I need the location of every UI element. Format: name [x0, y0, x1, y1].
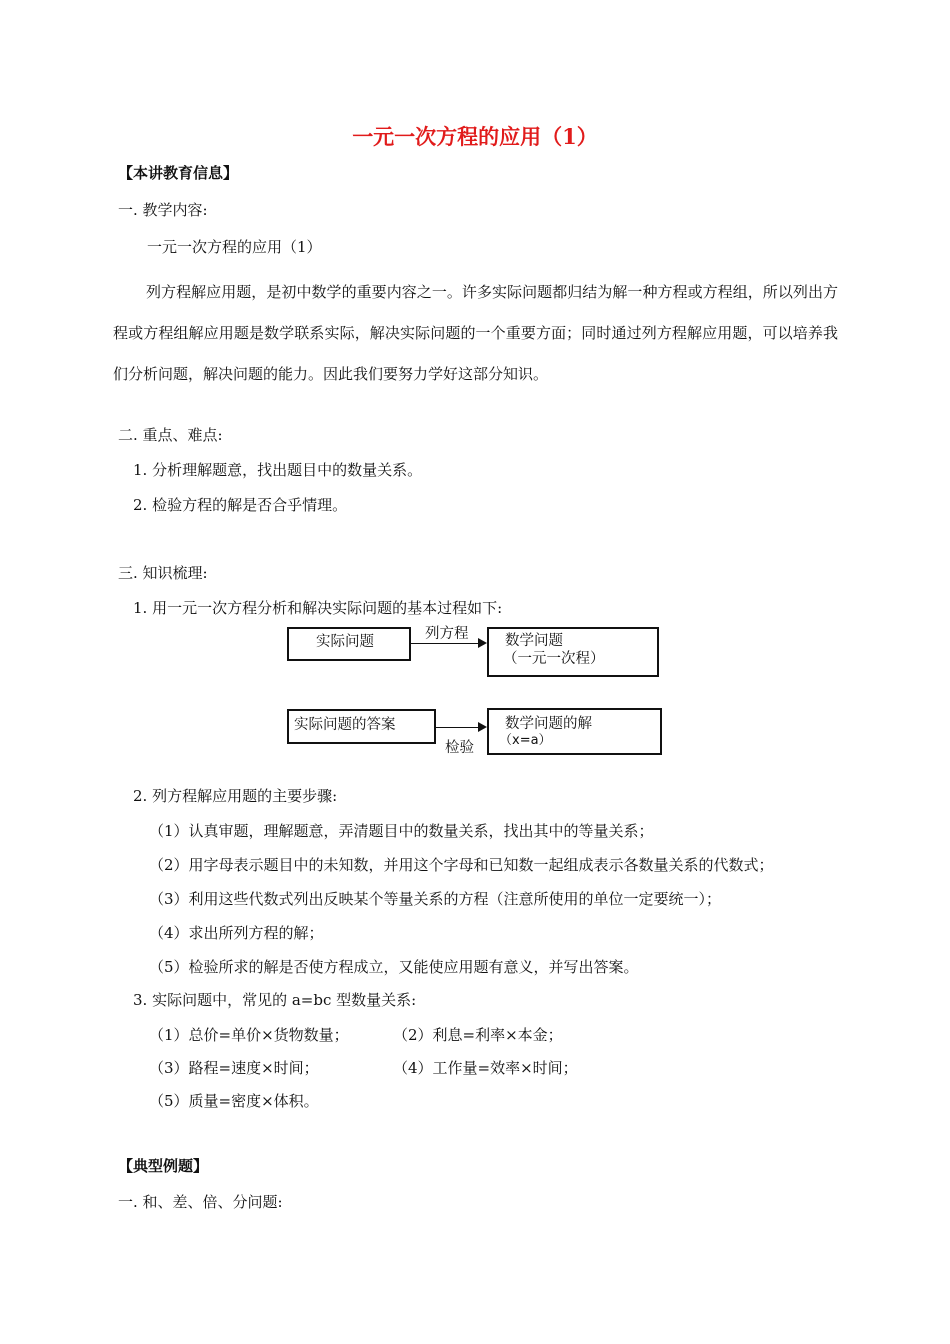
s3-item-3: 3. 实际问题中，常见的 a=bc 型数量关系:: [133, 991, 417, 1009]
box-real-answer: [287, 709, 436, 744]
section-examples-heading: 【典型例题】: [118, 1157, 209, 1175]
box-math-solution-line1: 数学问题的解: [505, 716, 592, 732]
box-real-answer-label: 实际问题的答案: [294, 717, 396, 733]
box-math-solution-line2: （x=a）: [499, 733, 552, 749]
s3-heading: 三. 知识梳理:: [118, 564, 208, 582]
box-math-solution: [487, 708, 662, 755]
arrow-bottom-line: [436, 727, 479, 728]
step-5: （5）检验所求的解是否使方程成立，又能使应用题有意义，并写出答案。: [149, 958, 639, 976]
example-1-heading: 一. 和、差、倍、分问题:: [118, 1193, 283, 1211]
arrow-top-head: [478, 638, 487, 648]
box-real-problem: [287, 627, 411, 661]
relation-1: （1）总价=单价×货物数量；: [149, 1026, 349, 1044]
box-math-problem-line2: （一元一次程）: [503, 651, 605, 668]
step-1: （1）认真审题，理解题意，弄清题目中的数量关系，找出其中的等量关系；: [149, 822, 654, 840]
relation-4: （4）工作量=效率×时间；: [393, 1059, 578, 1077]
box-math-problem-line1: 数学问题: [505, 633, 563, 649]
s1-subtitle: 一元一次方程的应用（1）: [147, 238, 322, 256]
s2-item-2: 2. 检验方程的解是否合乎情理。: [133, 496, 348, 514]
step-2: （2）用字母表示题目中的未知数，并用这个字母和已知数一起组成表示各数量关系的代数式；: [149, 856, 774, 874]
box-math-problem: [487, 627, 659, 677]
page-title: 一元一次方程的应用（1）: [352, 124, 598, 149]
s1-paragraph: 列方程解应用题，是初中数学的重要内容之一。许多实际问题都归结为解一种方程或方程组，所以列出方程或方程组解应用题是数学联系实际，解决实际问题的一个重要方面；同时通过列方程解应用题，可以培养我们分析问题，解决问题的能力。因此我们要努力学好这部分知识。: [113, 283, 838, 383]
section-info-heading: 【本讲教育信息】: [118, 164, 239, 182]
s3-item-1: 1. 用一元一次方程分析和解决实际问题的基本过程如下:: [133, 599, 503, 617]
s2-item-1: 1. 分析理解题意，找出题目中的数量关系。: [133, 461, 423, 479]
arrow-bottom-label: 检验: [445, 740, 474, 756]
s2-heading: 二. 重点、难点:: [118, 426, 223, 444]
s1-heading: 一. 教学内容:: [118, 201, 208, 219]
step-3: （3）利用这些代数式列出反映某个等量关系的方程（注意所使用的单位一定要统一）；: [149, 890, 722, 908]
box-real-problem-label: 实际问题: [316, 634, 374, 650]
arrow-top-line: [411, 643, 479, 644]
arrow-top-label: 列方程: [425, 626, 469, 642]
relation-2: （2）利息=利率×本金；: [393, 1026, 563, 1044]
relation-5: （5）质量=密度×体积。: [149, 1092, 319, 1110]
s3-item-2: 2. 列方程解应用题的主要步骤:: [133, 787, 338, 805]
step-4: （4）求出所列方程的解；: [149, 924, 324, 942]
arrow-bottom-head: [478, 722, 487, 732]
relation-3: （3）路程=速度×时间；: [149, 1059, 319, 1077]
